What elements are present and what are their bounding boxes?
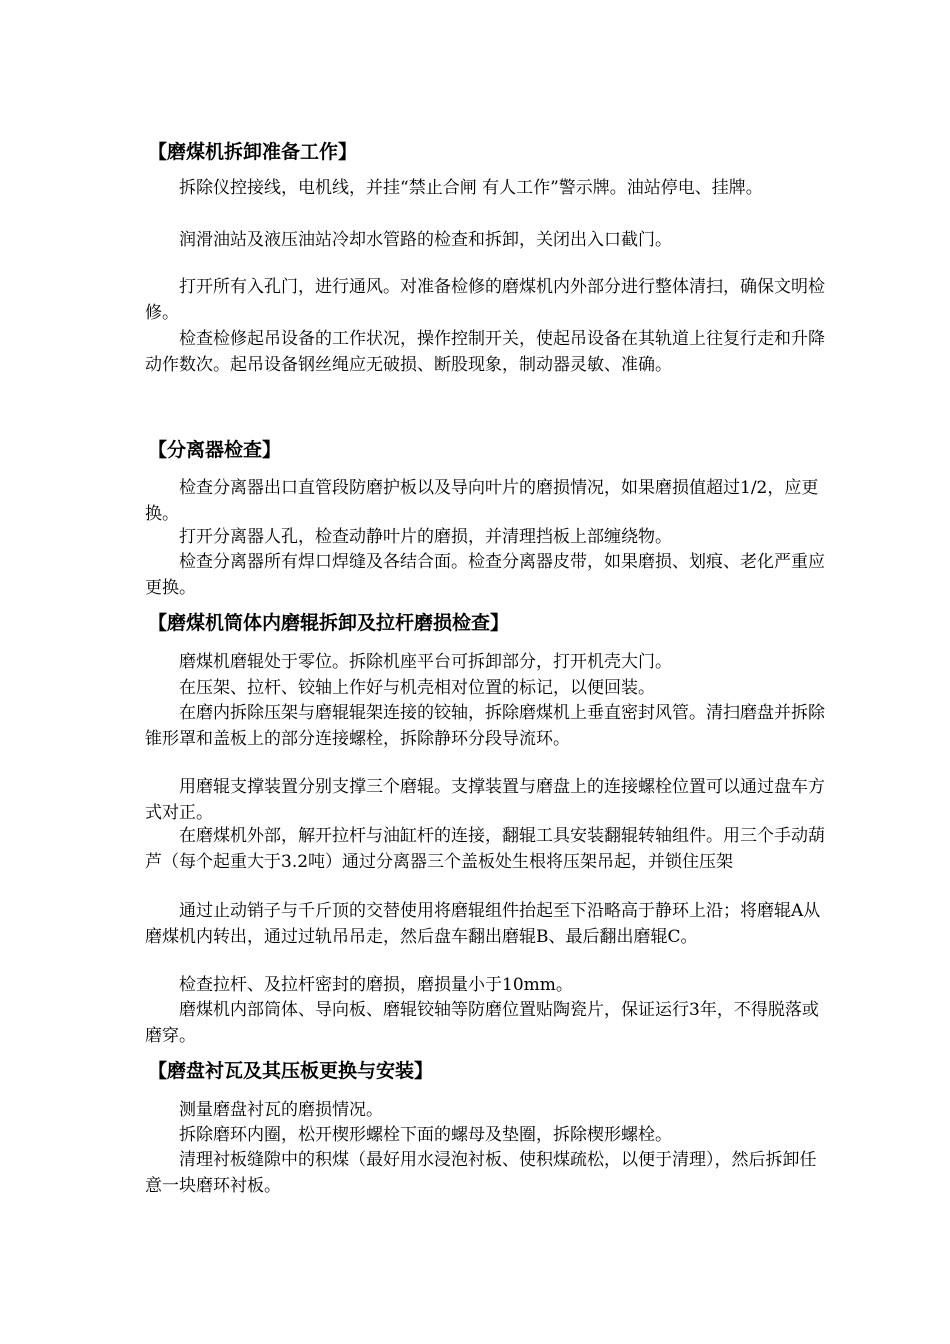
paragraph: 在压架、拉杆、铰轴上作好与机壳相对位置的标记，以便回装。 bbox=[179, 678, 655, 698]
paragraph: 打开所有入孔门，进行通风。对准备检修的磨煤机内外部分进行整体清扫，确保文明检修。 bbox=[145, 277, 825, 323]
paragraph: 测量磨盘衬瓦的磨损情况。 bbox=[179, 1100, 383, 1120]
section-heading-separator-check: 【分离器检查】 bbox=[148, 439, 282, 461]
paragraph: 磨煤机内部筒体、导向板、磨辊铰轴等防磨位置贴陶瓷片，保证运行3年，不得脱落或磨穿。 bbox=[145, 1000, 819, 1046]
paragraph: 检查分离器出口直管段防磨护板以及导向叶片的磨损情况，如果磨损值超过1/2，应更换。 bbox=[145, 478, 819, 524]
paragraph: 打开分离器人孔，检查动静叶片的磨损，并清理挡板上部缠绕物。 bbox=[179, 527, 672, 547]
paragraph: 润滑油站及液压油站冷却水管路的检查和拆卸，关闭出入口截门。 bbox=[179, 230, 672, 250]
paragraph: 检查分离器所有焊口焊缝及各结合面。检查分离器皮带，如果磨损、划痕、老化严重应更换。 bbox=[145, 552, 825, 598]
paragraph: 检查拉杆、及拉杆密封的磨损，磨损量小于10mm。 bbox=[179, 975, 573, 995]
paragraph: 磨煤机磨辊处于零位。拆除机座平台可拆卸部分，打开机壳大门。 bbox=[179, 652, 672, 672]
section-heading-roller-removal: 【磨煤机筒体内磨辊拆卸及拉杆磨损检查】 bbox=[148, 612, 510, 634]
paragraph: 拆除仪控接线，电机线，并挂“禁止合闸 有人工作”警示牌。油站停电、挂牌。 bbox=[179, 178, 763, 198]
paragraph: 用磨辊支撑装置分别支撑三个磨辊。支撑装置与磨盘上的连接螺栓位置可以通过盘车方式对正。 bbox=[145, 777, 825, 823]
paragraph: 在磨内拆除压架与磨辊辊架连接的铰轴，拆除磨煤机上垂直密封风管。清扫磨盘并拆除锥形罩和盖板上的部分连接螺栓，拆除静环分段导流环。 bbox=[145, 703, 825, 749]
paragraph: 检查检修起吊设备的工作状况，操作控制开关，使起吊设备在其轨道上往复行走和升降动作数次。起吊设备钢丝绳应无破损、断股现象，制动器灵敏、准确。 bbox=[145, 329, 825, 375]
section-heading-disassembly-prep: 【磨煤机拆卸准备工作】 bbox=[148, 141, 358, 163]
paragraph: 在磨煤机外部，解开拉杆与油缸杆的连接，翻辊工具安装翻辊转轴组件。用三个手动葫芦（每个起重大于3.2吨）通过分离器三个盖板处生根将压架吊起，并锁住压架 bbox=[145, 826, 825, 872]
paragraph: 拆除磨环内圈，松开楔形螺栓下面的螺母及垫圈，拆除楔形螺栓。 bbox=[179, 1125, 672, 1145]
paragraph: 清理衬板缝隙中的积煤（最好用水浸泡衬板、使积煤疏松，以便于清理），然后拆卸任意一块磨环衬板。 bbox=[145, 1150, 817, 1196]
paragraph: 通过止动销子与千斤顶的交替使用将磨辊组件抬起至下沿略高于静环上沿；将磨辊A从磨煤机内转出，通过过轨吊吊走，然后盘车翻出磨辊B、最后翻出磨辊C。 bbox=[145, 901, 821, 947]
section-heading-liner-replacement: 【磨盘衬瓦及其压板更换与安装】 bbox=[148, 1060, 434, 1082]
